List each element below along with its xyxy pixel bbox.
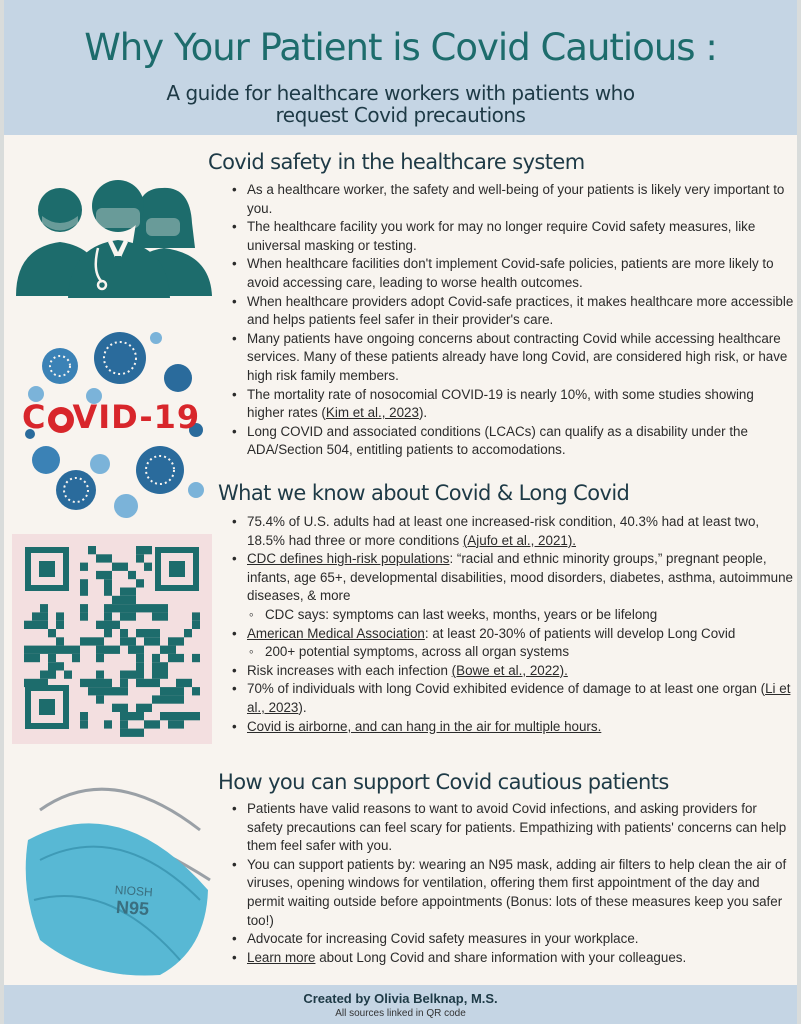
qr-module — [104, 720, 112, 728]
sub-list-item: ◦ 200+ potential symptoms, across all organ systems — [229, 643, 794, 662]
qr-module — [120, 679, 128, 687]
covid-19-label — [22, 398, 200, 436]
qr-module — [152, 612, 160, 620]
qr-module — [120, 687, 128, 695]
mask-label-niosh: NIOSH — [114, 882, 154, 900]
qr-module — [160, 646, 168, 654]
list-item-text: about Long Covid and share information with your colleagues. — [315, 949, 687, 965]
qr-module — [32, 612, 40, 620]
qr-module — [120, 704, 128, 712]
qr-module — [160, 671, 168, 679]
list-item: • Patients have valid reasons to want to avoid Covid infections, and asking providers for safety precautions can feel scary for patients. Empathizing with patients' concerns can help them feel safer with you. — [229, 800, 794, 856]
qr-module — [160, 712, 168, 720]
qr-module — [32, 654, 40, 662]
qr-module — [112, 563, 120, 571]
qr-module — [56, 612, 64, 620]
qr-module — [152, 654, 160, 662]
qr-module — [40, 604, 48, 612]
qr-module — [96, 679, 104, 687]
qr-module — [104, 588, 112, 596]
covid-label-rest: VID-19 — [72, 398, 201, 436]
qr-module — [64, 671, 72, 679]
list-item: • You can support patients by: wearing an N95 mask, adding air filters to help clean the air of viruses, opening windows for ventilation, offering them first appointment of the day and permit waiting outside before appointments (Bonus: lots of these measures keep you safer too!) — [229, 856, 794, 930]
qr-module — [24, 654, 32, 662]
qr-module — [136, 629, 144, 637]
qr-module — [96, 554, 104, 562]
list-item — [229, 680, 794, 717]
qr-module — [56, 646, 64, 654]
list-item-text: 70% of individuals with long Covid exhibited evidence of damage to at least one organ ( — [247, 681, 766, 697]
qr-module — [192, 687, 200, 695]
qr-module — [80, 720, 88, 728]
qr-module — [120, 596, 128, 604]
list-item — [229, 625, 794, 644]
qr-module — [136, 662, 144, 670]
healthcare-workers-icon — [12, 168, 222, 298]
qr-module — [120, 729, 128, 737]
qr-module — [176, 687, 184, 695]
qr-module — [136, 554, 144, 562]
qr-module — [120, 612, 128, 620]
qr-module — [168, 646, 176, 654]
list-item: • When healthcare facilities don't implement Covid-safe policies, patients are more likely to avoid accessing care, leading to worse health outcomes. — [229, 255, 794, 292]
qr-module — [176, 712, 184, 720]
list-item-text: : at least 20-30% of patients will develop Long Covid — [424, 625, 736, 641]
qr-module — [176, 637, 184, 645]
qr-module — [80, 679, 88, 687]
page-title: Why Your Patient is Covid Cautious : — [84, 26, 717, 69]
qr-module — [80, 563, 88, 571]
qr-module — [120, 720, 128, 728]
qr-module — [72, 646, 80, 654]
page-subtitle — [154, 82, 647, 126]
qr-module — [152, 695, 160, 703]
subtitle-line-2: request Covid precautions — [275, 103, 526, 127]
qr-module — [152, 662, 160, 670]
qr-module — [104, 612, 112, 620]
qr-module — [128, 571, 136, 579]
qr-module — [128, 612, 136, 620]
qr-module — [112, 704, 120, 712]
author-credit: Created by Olivia Belknap, M.S. — [303, 991, 498, 1006]
citation-link-bowe[interactable]: (Bowe et al., 2022). — [451, 662, 568, 678]
qr-module — [104, 646, 112, 654]
qr-module — [112, 621, 120, 629]
qr-module — [96, 646, 104, 654]
qr-module — [104, 554, 112, 562]
qr-module — [168, 695, 176, 703]
qr-module — [40, 646, 48, 654]
qr-module — [128, 729, 136, 737]
qr-module — [168, 654, 176, 662]
qr-module — [32, 646, 40, 654]
qr-module — [120, 712, 128, 720]
footer-banner — [4, 985, 797, 1024]
qr-module — [104, 621, 112, 629]
qr-module — [112, 604, 120, 612]
qr-module — [104, 604, 112, 612]
qr-module — [144, 563, 152, 571]
qr-module — [48, 671, 56, 679]
qr-module — [128, 604, 136, 612]
qr-module — [136, 579, 144, 587]
qr-module — [80, 604, 88, 612]
list-item — [229, 513, 794, 550]
section3-list — [229, 800, 794, 967]
qr-module — [80, 712, 88, 720]
qr-module — [80, 637, 88, 645]
qr-module — [152, 637, 160, 645]
qr-module — [24, 621, 32, 629]
qr-module — [176, 679, 184, 687]
header-banner — [4, 0, 797, 135]
qr-module — [120, 588, 128, 596]
section-title-long-covid: What we know about Covid & Long Covid — [218, 481, 630, 505]
qr-module — [104, 679, 112, 687]
covid-label-c: C — [22, 398, 47, 436]
qr-module — [88, 637, 96, 645]
qr-module — [184, 712, 192, 720]
qr-module — [144, 604, 152, 612]
qr-module — [88, 546, 96, 554]
ama-link[interactable]: American Medical Association — [247, 625, 425, 641]
n95-mask-icon — [10, 770, 220, 980]
qr-module — [152, 604, 160, 612]
list-item-text-end: ). — [418, 405, 428, 421]
section2-list — [229, 513, 794, 736]
qr-module — [96, 687, 104, 695]
mask-label-n95: N95 — [115, 896, 150, 920]
qr-module — [160, 695, 168, 703]
qr-module — [80, 588, 88, 596]
qr-module — [96, 571, 104, 579]
qr-module — [168, 720, 176, 728]
qr-module — [144, 629, 152, 637]
qr-module — [112, 596, 120, 604]
qr-module — [184, 629, 192, 637]
qr-module — [48, 662, 56, 670]
qr-module — [144, 546, 152, 554]
qr-code — [12, 534, 212, 744]
qr-module — [56, 637, 64, 645]
list-item: • The healthcare facility you work for may no longer require Covid safety measures, like universal masking or testing. — [229, 218, 794, 255]
qr-module — [192, 654, 200, 662]
qr-module — [160, 687, 168, 695]
qr-module — [96, 621, 104, 629]
qr-module — [136, 671, 144, 679]
qr-module — [136, 546, 144, 554]
section1-list — [229, 181, 794, 460]
qr-module — [168, 712, 176, 720]
qr-module — [136, 654, 144, 662]
qr-module — [136, 679, 144, 687]
qr-module — [48, 654, 56, 662]
list-item — [229, 949, 794, 968]
list-item-text: The mortality rate of nosocomial COVID-19 is nearly 10%, with some studies showing higher rates ( — [247, 386, 754, 421]
flyer-page — [4, 0, 797, 1024]
qr-module — [104, 579, 112, 587]
qr-module — [120, 671, 128, 679]
list-item-text: : “racial and ethnic minority groups,” pregnant people, infants, age 65+, developmental disabilities, mood disorders, diabetes, asthma, autoimmune diseases, & more — [247, 551, 793, 604]
qr-module — [96, 654, 104, 662]
qr-module — [160, 612, 168, 620]
section-title-support: How you can support Covid cautious patients — [218, 770, 669, 794]
qr-module — [192, 612, 200, 620]
qr-module — [136, 704, 144, 712]
qr-module — [104, 571, 112, 579]
list-item — [229, 718, 794, 737]
qr-module — [144, 720, 152, 728]
qr-module — [40, 612, 48, 620]
qr-module — [112, 646, 120, 654]
list-item — [229, 550, 794, 606]
list-item-text: Risk increases with each infection — [247, 662, 452, 678]
qr-module — [128, 712, 136, 720]
qr-module — [192, 712, 200, 720]
qr-module — [88, 687, 96, 695]
qr-module — [128, 671, 136, 679]
qr-module — [120, 637, 128, 645]
qr-module — [160, 604, 168, 612]
subtitle-line-1: A guide for healthcare workers with patients who — [166, 81, 635, 105]
qr-module — [152, 671, 160, 679]
qr-module — [56, 621, 64, 629]
qr-module — [96, 637, 104, 645]
qr-module — [128, 646, 136, 654]
learn-more-link[interactable]: Learn more — [247, 949, 316, 965]
citation-link-ajufo[interactable]: (Ajufo et al., 2021). — [462, 532, 577, 548]
qr-module — [96, 695, 104, 703]
section-title-healthcare-safety: Covid safety in the healthcare system — [208, 150, 585, 174]
qr-module — [136, 604, 144, 612]
qr-module — [128, 596, 136, 604]
list-item-text: 75.4% of U.S. adults had at least one increased-risk condition, 40.3% had at least two, 18.5% had three or more conditions — [247, 514, 760, 548]
qr-module — [176, 720, 184, 728]
qr-module — [40, 621, 48, 629]
list-item: • When healthcare providers adopt Covid-safe practices, it makes healthcare more accessible and helps patients feel safer in their provider's care. — [229, 293, 794, 330]
qr-module — [152, 679, 160, 687]
qr-module — [192, 621, 200, 629]
list-item: • Many patients have ongoing concerns about contracting Covid while accessing healthcare services. Many of these patients already have long Covid, are considered high risk, or have high risk family members. — [229, 330, 794, 386]
list-item — [229, 386, 794, 423]
qr-module — [104, 687, 112, 695]
citation-link-kim[interactable]: Kim et al., 2023 — [325, 405, 419, 421]
qr-module — [128, 637, 136, 645]
qr-module — [120, 563, 128, 571]
qr-module — [152, 629, 160, 637]
qr-module — [136, 712, 144, 720]
qr-module — [88, 679, 96, 687]
qr-module — [96, 671, 104, 679]
qr-module — [144, 704, 152, 712]
qr-module — [48, 629, 56, 637]
qr-module — [64, 646, 72, 654]
list-item-text-end: ). — [298, 699, 307, 715]
list-item: • Advocate for increasing Covid safety measures in your workplace. — [229, 930, 794, 949]
qr-module — [184, 679, 192, 687]
qr-module — [24, 646, 32, 654]
qr-module — [144, 637, 152, 645]
qr-module — [72, 654, 80, 662]
qr-module — [160, 662, 168, 670]
qr-module — [168, 637, 176, 645]
qr-module — [120, 604, 128, 612]
qr-module — [40, 671, 48, 679]
airborne-link[interactable]: Covid is airborne, and can hang in the air for multiple hours. — [247, 718, 602, 734]
mask-label — [113, 883, 153, 920]
list-item: • As a healthcare worker, the safety and well-being of your patients is likely very important to you. — [229, 181, 794, 218]
qr-module — [48, 646, 56, 654]
qr-module — [104, 629, 112, 637]
citation-link-li[interactable]: Li et al., 2023 — [247, 681, 791, 715]
qr-module — [56, 662, 64, 670]
sources-note: All sources linked in QR code — [335, 1008, 466, 1019]
list-item — [229, 662, 794, 681]
qr-module — [176, 654, 184, 662]
qr-module — [136, 646, 144, 654]
sub-list-item: ◦ CDC says: symptoms can last weeks, months, years or be lifelong — [229, 606, 794, 625]
qr-module — [176, 695, 184, 703]
qr-module — [128, 588, 136, 596]
qr-module — [168, 687, 176, 695]
qr-module — [80, 612, 88, 620]
cdc-high-risk-link[interactable]: CDC defines high-risk populations — [247, 551, 450, 567]
qr-module — [152, 720, 160, 728]
qr-module — [112, 687, 120, 695]
qr-module — [80, 579, 88, 587]
qr-module — [120, 629, 128, 637]
list-item: • Long COVID and associated conditions (LCACs) can qualify as a disability under the ADA/Section 504, entitling patients to accomodations. — [229, 423, 794, 460]
qr-module — [144, 679, 152, 687]
qr-module — [32, 621, 40, 629]
qr-module — [136, 729, 144, 737]
